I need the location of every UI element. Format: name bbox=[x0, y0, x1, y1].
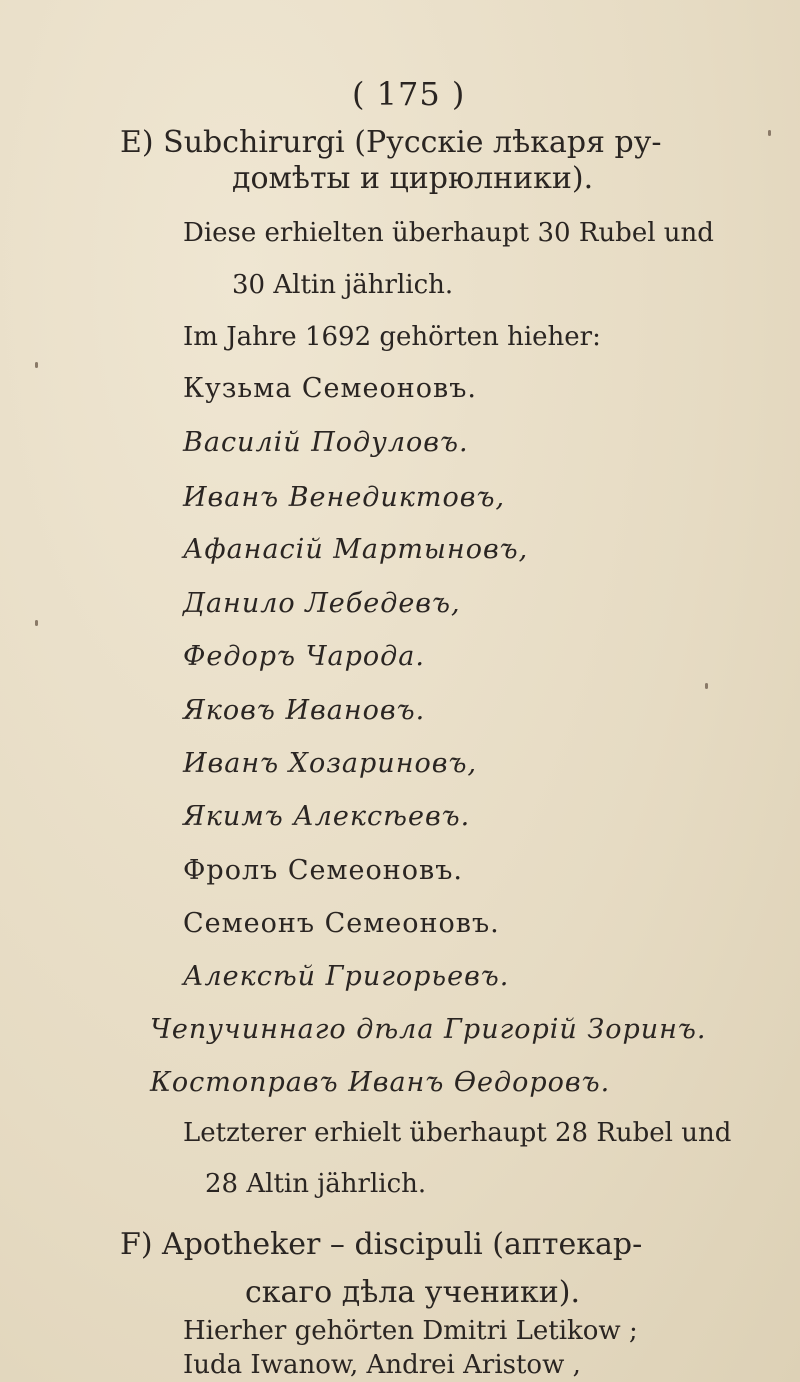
section-f-heading-line2: скаго дѣла ученики). bbox=[245, 1275, 581, 1310]
name-list-item: Семеонъ Семеоновъ. bbox=[183, 908, 500, 939]
name-list-item: Фролъ Семеоновъ. bbox=[183, 855, 463, 886]
name-list-item: Афанасій Мартыновъ, bbox=[183, 534, 529, 565]
name-list-item: Костоправъ Иванъ Ѳедоровъ. bbox=[150, 1067, 611, 1098]
section-e-para3-line1: Letzterer erhielt überhaupt 28 Rubel und bbox=[183, 1118, 732, 1148]
section-e-para1-line2: 30 Altin jährlich. bbox=[232, 270, 454, 300]
section-e-heading-line1: E) Subchirurgi (Русскіе лѣкаря ру- bbox=[120, 125, 662, 160]
name-list-item: Чепучиннаго дѣла Григорій Зоринъ. bbox=[150, 1014, 707, 1045]
paper-speck bbox=[35, 362, 38, 368]
name-list-item: Якимъ Алексѣевъ. bbox=[183, 801, 471, 832]
name-list-item: Иванъ Венедиктовъ, bbox=[183, 482, 506, 513]
section-e-para3-line2: 28 Altin jährlich. bbox=[205, 1169, 427, 1199]
paper-speck bbox=[705, 683, 708, 689]
section-e-para1-line1: Diese erhielten überhaupt 30 Rubel und bbox=[183, 218, 714, 248]
paper-speck bbox=[35, 620, 38, 626]
name-list-item: Алексѣй Григорьевъ. bbox=[183, 961, 510, 992]
name-list-item: Данило Лебедевъ, bbox=[183, 588, 461, 619]
section-e-para2: Im Jahre 1692 gehörten hieher: bbox=[183, 322, 601, 352]
name-list-item: Кузьма Семеоновъ. bbox=[183, 373, 477, 404]
name-list-item: Яковъ Ивановъ. bbox=[183, 695, 426, 726]
name-list-item: Василій Подуловъ. bbox=[183, 427, 469, 458]
paper-speck bbox=[768, 130, 771, 136]
section-e-heading-line2: домѣты и цирюлники). bbox=[232, 161, 594, 196]
name-list-item: Федоръ Чарода. bbox=[183, 641, 425, 672]
name-list-item: Иванъ Хозариновъ, bbox=[183, 748, 478, 779]
section-f-heading-line1: F) Apotheker – discipuli (аптекар- bbox=[120, 1227, 643, 1262]
section-f-para-line2: Iuda Iwanow, Andrei Aristow , bbox=[183, 1350, 581, 1380]
page-number: ( 175 ) bbox=[352, 75, 466, 113]
section-f-para-line1: Hierher gehörten Dmitri Letikow ; bbox=[183, 1316, 638, 1346]
